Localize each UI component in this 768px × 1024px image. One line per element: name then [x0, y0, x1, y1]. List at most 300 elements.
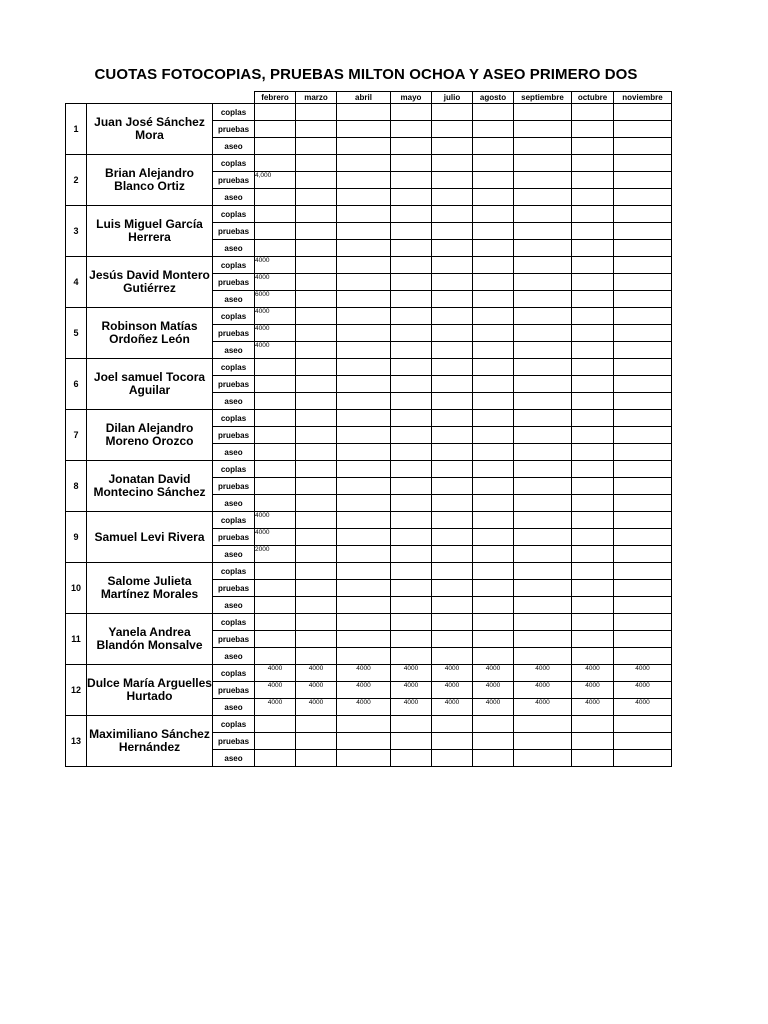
fee-cell[interactable]: [614, 478, 672, 495]
fee-cell[interactable]: 4000: [572, 699, 614, 716]
fee-cell[interactable]: [614, 631, 672, 648]
fee-cell[interactable]: 6000: [255, 291, 296, 308]
fee-cell[interactable]: [514, 495, 572, 512]
fee-cell[interactable]: [514, 750, 572, 767]
fee-cell[interactable]: [473, 580, 514, 597]
fee-cell[interactable]: [391, 495, 432, 512]
fee-cell[interactable]: [391, 444, 432, 461]
fee-cell[interactable]: [514, 104, 572, 121]
fee-cell[interactable]: [614, 308, 672, 325]
fee-cell[interactable]: [473, 189, 514, 206]
fee-cell[interactable]: 4000: [337, 699, 391, 716]
fee-cell[interactable]: [337, 359, 391, 376]
fee-cell[interactable]: [514, 716, 572, 733]
fee-cell[interactable]: [432, 614, 473, 631]
fee-cell[interactable]: [514, 172, 572, 189]
fee-cell[interactable]: [614, 155, 672, 172]
fee-cell[interactable]: [337, 342, 391, 359]
fee-cell[interactable]: [255, 189, 296, 206]
fee-cell[interactable]: 4000: [255, 274, 296, 291]
fee-cell[interactable]: [391, 478, 432, 495]
fee-cell[interactable]: 4000: [514, 665, 572, 682]
fee-cell[interactable]: [514, 546, 572, 563]
fee-cell[interactable]: 4000: [296, 682, 337, 699]
fee-cell[interactable]: [614, 189, 672, 206]
fee-cell[interactable]: [296, 325, 337, 342]
fee-cell[interactable]: [572, 308, 614, 325]
fee-cell[interactable]: [337, 325, 391, 342]
fee-cell[interactable]: [255, 240, 296, 257]
fee-cell[interactable]: [514, 529, 572, 546]
fee-cell[interactable]: [255, 376, 296, 393]
fee-cell[interactable]: [572, 733, 614, 750]
fee-cell[interactable]: 4000: [391, 665, 432, 682]
fee-cell[interactable]: [255, 716, 296, 733]
fee-cell[interactable]: [614, 716, 672, 733]
fee-cell[interactable]: [296, 291, 337, 308]
fee-cell[interactable]: [391, 359, 432, 376]
fee-cell[interactable]: [337, 529, 391, 546]
fee-cell[interactable]: 4000: [514, 699, 572, 716]
fee-cell[interactable]: [337, 155, 391, 172]
fee-cell[interactable]: [255, 206, 296, 223]
fee-cell[interactable]: [572, 716, 614, 733]
fee-cell[interactable]: [255, 478, 296, 495]
fee-cell[interactable]: [572, 563, 614, 580]
fee-cell[interactable]: [255, 410, 296, 427]
fee-cell[interactable]: [473, 257, 514, 274]
fee-cell[interactable]: [473, 444, 514, 461]
fee-cell[interactable]: [572, 291, 614, 308]
fee-cell[interactable]: 4000: [614, 699, 672, 716]
fee-cell[interactable]: [572, 495, 614, 512]
fee-cell[interactable]: [296, 155, 337, 172]
fee-cell[interactable]: 4000: [473, 665, 514, 682]
fee-cell[interactable]: [473, 274, 514, 291]
fee-cell[interactable]: [614, 359, 672, 376]
fee-cell[interactable]: [432, 121, 473, 138]
fee-cell[interactable]: [614, 614, 672, 631]
fee-cell[interactable]: [614, 512, 672, 529]
fee-cell[interactable]: [514, 614, 572, 631]
fee-cell[interactable]: [473, 376, 514, 393]
fee-cell[interactable]: [296, 376, 337, 393]
fee-cell[interactable]: [255, 563, 296, 580]
fee-cell[interactable]: [473, 240, 514, 257]
fee-cell[interactable]: [432, 138, 473, 155]
fee-cell[interactable]: [473, 325, 514, 342]
fee-cell[interactable]: [391, 291, 432, 308]
fee-cell[interactable]: [572, 410, 614, 427]
fee-cell[interactable]: [255, 444, 296, 461]
fee-cell[interactable]: 4000: [614, 665, 672, 682]
fee-cell[interactable]: [296, 410, 337, 427]
fee-cell[interactable]: [473, 291, 514, 308]
fee-cell[interactable]: [473, 206, 514, 223]
fee-cell[interactable]: 4000: [391, 682, 432, 699]
fee-cell[interactable]: [391, 461, 432, 478]
fee-cell[interactable]: [432, 172, 473, 189]
fee-cell[interactable]: [337, 495, 391, 512]
fee-cell[interactable]: [473, 648, 514, 665]
fee-cell[interactable]: [514, 478, 572, 495]
fee-cell[interactable]: [572, 223, 614, 240]
fee-cell[interactable]: [296, 104, 337, 121]
fee-cell[interactable]: [391, 206, 432, 223]
fee-cell[interactable]: [572, 206, 614, 223]
fee-cell[interactable]: 4000: [255, 257, 296, 274]
fee-cell[interactable]: [255, 614, 296, 631]
fee-cell[interactable]: 4000: [255, 308, 296, 325]
fee-cell[interactable]: [337, 104, 391, 121]
fee-cell[interactable]: [337, 223, 391, 240]
fee-cell[interactable]: [614, 461, 672, 478]
fee-cell[interactable]: [337, 138, 391, 155]
fee-cell[interactable]: 4000: [572, 665, 614, 682]
fee-cell[interactable]: [514, 410, 572, 427]
fee-cell[interactable]: [296, 257, 337, 274]
fee-cell[interactable]: [514, 308, 572, 325]
fee-cell[interactable]: [432, 104, 473, 121]
fee-cell[interactable]: [337, 291, 391, 308]
fee-cell[interactable]: [432, 291, 473, 308]
fee-cell[interactable]: [614, 206, 672, 223]
fee-cell[interactable]: [391, 240, 432, 257]
fee-cell[interactable]: [255, 138, 296, 155]
fee-cell[interactable]: [337, 461, 391, 478]
fee-cell[interactable]: [432, 478, 473, 495]
fee-cell[interactable]: [296, 597, 337, 614]
fee-cell[interactable]: [473, 750, 514, 767]
fee-cell[interactable]: [432, 240, 473, 257]
fee-cell[interactable]: [337, 189, 391, 206]
fee-cell[interactable]: [432, 580, 473, 597]
fee-cell[interactable]: [432, 444, 473, 461]
fee-cell[interactable]: [514, 563, 572, 580]
fee-cell[interactable]: [614, 750, 672, 767]
fee-cell[interactable]: [572, 580, 614, 597]
fee-cell[interactable]: [432, 546, 473, 563]
fee-cell[interactable]: [432, 359, 473, 376]
fee-cell[interactable]: [572, 444, 614, 461]
fee-cell[interactable]: [337, 580, 391, 597]
fee-cell[interactable]: [337, 614, 391, 631]
fee-cell[interactable]: 4000: [614, 682, 672, 699]
fee-cell[interactable]: [614, 291, 672, 308]
fee-cell[interactable]: [432, 461, 473, 478]
fee-cell[interactable]: [432, 155, 473, 172]
fee-cell[interactable]: 4000: [514, 682, 572, 699]
fee-cell[interactable]: [614, 138, 672, 155]
fee-cell[interactable]: [514, 376, 572, 393]
fee-cell[interactable]: [614, 342, 672, 359]
fee-cell[interactable]: [614, 597, 672, 614]
fee-cell[interactable]: [432, 495, 473, 512]
fee-cell[interactable]: [514, 274, 572, 291]
fee-cell[interactable]: [614, 257, 672, 274]
fee-cell[interactable]: [473, 172, 514, 189]
fee-cell[interactable]: [391, 512, 432, 529]
fee-cell[interactable]: 4000: [255, 529, 296, 546]
fee-cell[interactable]: [296, 648, 337, 665]
fee-cell[interactable]: 4000: [391, 699, 432, 716]
fee-cell[interactable]: [473, 631, 514, 648]
fee-cell[interactable]: [473, 359, 514, 376]
fee-cell[interactable]: [296, 529, 337, 546]
fee-cell[interactable]: [296, 614, 337, 631]
fee-cell[interactable]: [296, 631, 337, 648]
fee-cell[interactable]: [296, 138, 337, 155]
fee-cell[interactable]: [473, 104, 514, 121]
fee-cell[interactable]: [514, 342, 572, 359]
fee-cell[interactable]: [572, 138, 614, 155]
fee-cell[interactable]: [432, 427, 473, 444]
fee-cell[interactable]: [296, 546, 337, 563]
fee-cell[interactable]: 4000: [255, 682, 296, 699]
fee-cell[interactable]: [514, 597, 572, 614]
fee-cell[interactable]: 4000: [432, 699, 473, 716]
fee-cell[interactable]: [473, 410, 514, 427]
fee-cell[interactable]: [432, 648, 473, 665]
fee-cell[interactable]: [391, 274, 432, 291]
fee-cell[interactable]: [614, 274, 672, 291]
fee-cell[interactable]: [391, 648, 432, 665]
fee-cell[interactable]: [572, 155, 614, 172]
fee-cell[interactable]: [473, 546, 514, 563]
fee-cell[interactable]: [296, 750, 337, 767]
fee-cell[interactable]: [614, 223, 672, 240]
fee-cell[interactable]: [432, 257, 473, 274]
fee-cell[interactable]: [473, 461, 514, 478]
fee-cell[interactable]: [614, 529, 672, 546]
fee-cell[interactable]: [614, 104, 672, 121]
fee-cell[interactable]: [337, 274, 391, 291]
fee-cell[interactable]: [614, 410, 672, 427]
fee-cell[interactable]: [391, 393, 432, 410]
fee-cell[interactable]: [391, 257, 432, 274]
fee-cell[interactable]: [255, 223, 296, 240]
fee-cell[interactable]: [572, 631, 614, 648]
fee-cell[interactable]: [391, 614, 432, 631]
fee-cell[interactable]: [391, 529, 432, 546]
fee-cell[interactable]: [391, 631, 432, 648]
fee-cell[interactable]: 4000: [432, 682, 473, 699]
fee-cell[interactable]: [572, 461, 614, 478]
fee-cell[interactable]: [255, 648, 296, 665]
fee-cell[interactable]: [337, 172, 391, 189]
fee-cell[interactable]: [572, 393, 614, 410]
fee-cell[interactable]: [473, 478, 514, 495]
fee-cell[interactable]: [391, 104, 432, 121]
fee-cell[interactable]: [337, 478, 391, 495]
fee-cell[interactable]: [337, 376, 391, 393]
fee-cell[interactable]: [432, 733, 473, 750]
fee-cell[interactable]: [391, 342, 432, 359]
fee-cell[interactable]: 4000: [255, 325, 296, 342]
fee-cell[interactable]: [391, 223, 432, 240]
fee-cell[interactable]: [391, 308, 432, 325]
fee-cell[interactable]: [432, 274, 473, 291]
fee-cell[interactable]: [391, 546, 432, 563]
fee-cell[interactable]: 4000: [255, 342, 296, 359]
fee-cell[interactable]: [473, 308, 514, 325]
fee-cell[interactable]: [614, 546, 672, 563]
fee-cell[interactable]: [296, 240, 337, 257]
fee-cell[interactable]: 4000: [296, 665, 337, 682]
fee-cell[interactable]: 4000: [473, 682, 514, 699]
fee-cell[interactable]: [473, 223, 514, 240]
fee-cell[interactable]: [391, 155, 432, 172]
fee-cell[interactable]: [614, 648, 672, 665]
fee-cell[interactable]: [432, 342, 473, 359]
fee-cell[interactable]: [337, 648, 391, 665]
fee-cell[interactable]: [296, 359, 337, 376]
fee-cell[interactable]: [255, 631, 296, 648]
fee-cell[interactable]: [572, 614, 614, 631]
fee-cell[interactable]: [514, 189, 572, 206]
fee-cell[interactable]: [337, 308, 391, 325]
fee-cell[interactable]: [473, 342, 514, 359]
fee-cell[interactable]: [391, 427, 432, 444]
fee-cell[interactable]: [473, 512, 514, 529]
fee-cell[interactable]: [296, 495, 337, 512]
fee-cell[interactable]: [296, 274, 337, 291]
fee-cell[interactable]: [296, 716, 337, 733]
fee-cell[interactable]: [391, 410, 432, 427]
fee-cell[interactable]: [296, 427, 337, 444]
fee-cell[interactable]: [614, 733, 672, 750]
fee-cell[interactable]: [514, 121, 572, 138]
fee-cell[interactable]: [614, 393, 672, 410]
fee-cell[interactable]: [296, 308, 337, 325]
fee-cell[interactable]: [473, 733, 514, 750]
fee-cell[interactable]: [572, 342, 614, 359]
fee-cell[interactable]: [337, 597, 391, 614]
fee-cell[interactable]: [614, 444, 672, 461]
fee-cell[interactable]: [473, 155, 514, 172]
fee-cell[interactable]: [614, 172, 672, 189]
fee-cell[interactable]: [432, 223, 473, 240]
fee-cell[interactable]: [514, 733, 572, 750]
fee-cell[interactable]: [473, 529, 514, 546]
fee-cell[interactable]: [614, 563, 672, 580]
fee-cell[interactable]: [337, 427, 391, 444]
fee-cell[interactable]: [514, 206, 572, 223]
fee-cell[interactable]: [614, 580, 672, 597]
fee-cell[interactable]: [572, 478, 614, 495]
fee-cell[interactable]: [432, 206, 473, 223]
fee-cell[interactable]: [514, 580, 572, 597]
fee-cell[interactable]: 4000: [572, 682, 614, 699]
fee-cell[interactable]: [514, 291, 572, 308]
fee-cell[interactable]: 4000: [255, 665, 296, 682]
fee-cell[interactable]: [337, 733, 391, 750]
fee-cell[interactable]: [432, 393, 473, 410]
fee-cell[interactable]: [432, 597, 473, 614]
fee-cell[interactable]: [255, 495, 296, 512]
fee-cell[interactable]: 4000: [296, 699, 337, 716]
fee-cell[interactable]: [572, 512, 614, 529]
fee-cell[interactable]: [255, 104, 296, 121]
fee-cell[interactable]: [432, 716, 473, 733]
fee-cell[interactable]: [514, 631, 572, 648]
fee-cell[interactable]: [296, 512, 337, 529]
fee-cell[interactable]: [572, 121, 614, 138]
fee-cell[interactable]: [255, 580, 296, 597]
fee-cell[interactable]: [572, 597, 614, 614]
fee-cell[interactable]: [337, 750, 391, 767]
fee-cell[interactable]: [473, 138, 514, 155]
fee-cell[interactable]: [296, 172, 337, 189]
fee-cell[interactable]: [514, 359, 572, 376]
fee-cell[interactable]: [296, 478, 337, 495]
fee-cell[interactable]: [572, 529, 614, 546]
fee-cell[interactable]: [255, 597, 296, 614]
fee-cell[interactable]: [255, 359, 296, 376]
fee-cell[interactable]: [514, 223, 572, 240]
fee-cell[interactable]: 4000: [473, 699, 514, 716]
fee-cell[interactable]: [514, 427, 572, 444]
fee-cell[interactable]: [572, 240, 614, 257]
fee-cell[interactable]: [391, 563, 432, 580]
fee-cell[interactable]: 4000: [255, 699, 296, 716]
fee-cell[interactable]: [391, 325, 432, 342]
fee-cell[interactable]: [337, 257, 391, 274]
fee-cell[interactable]: [572, 274, 614, 291]
fee-cell[interactable]: [296, 223, 337, 240]
fee-cell[interactable]: [255, 393, 296, 410]
fee-cell[interactable]: 4000: [337, 665, 391, 682]
fee-cell[interactable]: [432, 631, 473, 648]
fee-cell[interactable]: [614, 427, 672, 444]
fee-cell[interactable]: 4000: [255, 512, 296, 529]
fee-cell[interactable]: [473, 563, 514, 580]
fee-cell[interactable]: [391, 733, 432, 750]
fee-cell[interactable]: [432, 325, 473, 342]
fee-cell[interactable]: [572, 359, 614, 376]
fee-cell[interactable]: [514, 512, 572, 529]
fee-cell[interactable]: [296, 461, 337, 478]
fee-cell[interactable]: [572, 325, 614, 342]
fee-cell[interactable]: [255, 155, 296, 172]
fee-cell[interactable]: [514, 648, 572, 665]
fee-cell[interactable]: [614, 240, 672, 257]
fee-cell[interactable]: [296, 189, 337, 206]
fee-cell[interactable]: [514, 444, 572, 461]
fee-cell[interactable]: [572, 546, 614, 563]
fee-cell[interactable]: [614, 325, 672, 342]
fee-cell[interactable]: [572, 172, 614, 189]
fee-cell[interactable]: [514, 155, 572, 172]
fee-cell[interactable]: [337, 393, 391, 410]
fee-cell[interactable]: [514, 257, 572, 274]
fee-cell[interactable]: [514, 461, 572, 478]
fee-cell[interactable]: [432, 410, 473, 427]
fee-cell[interactable]: [391, 121, 432, 138]
fee-cell[interactable]: [473, 427, 514, 444]
fee-cell[interactable]: [572, 189, 614, 206]
fee-cell[interactable]: [255, 461, 296, 478]
fee-cell[interactable]: 4,000: [255, 172, 296, 189]
fee-cell[interactable]: [614, 376, 672, 393]
fee-cell[interactable]: [337, 563, 391, 580]
fee-cell[interactable]: [391, 716, 432, 733]
fee-cell[interactable]: [337, 121, 391, 138]
fee-cell[interactable]: [473, 716, 514, 733]
fee-cell[interactable]: [572, 104, 614, 121]
fee-cell[interactable]: [391, 580, 432, 597]
fee-cell[interactable]: [514, 138, 572, 155]
